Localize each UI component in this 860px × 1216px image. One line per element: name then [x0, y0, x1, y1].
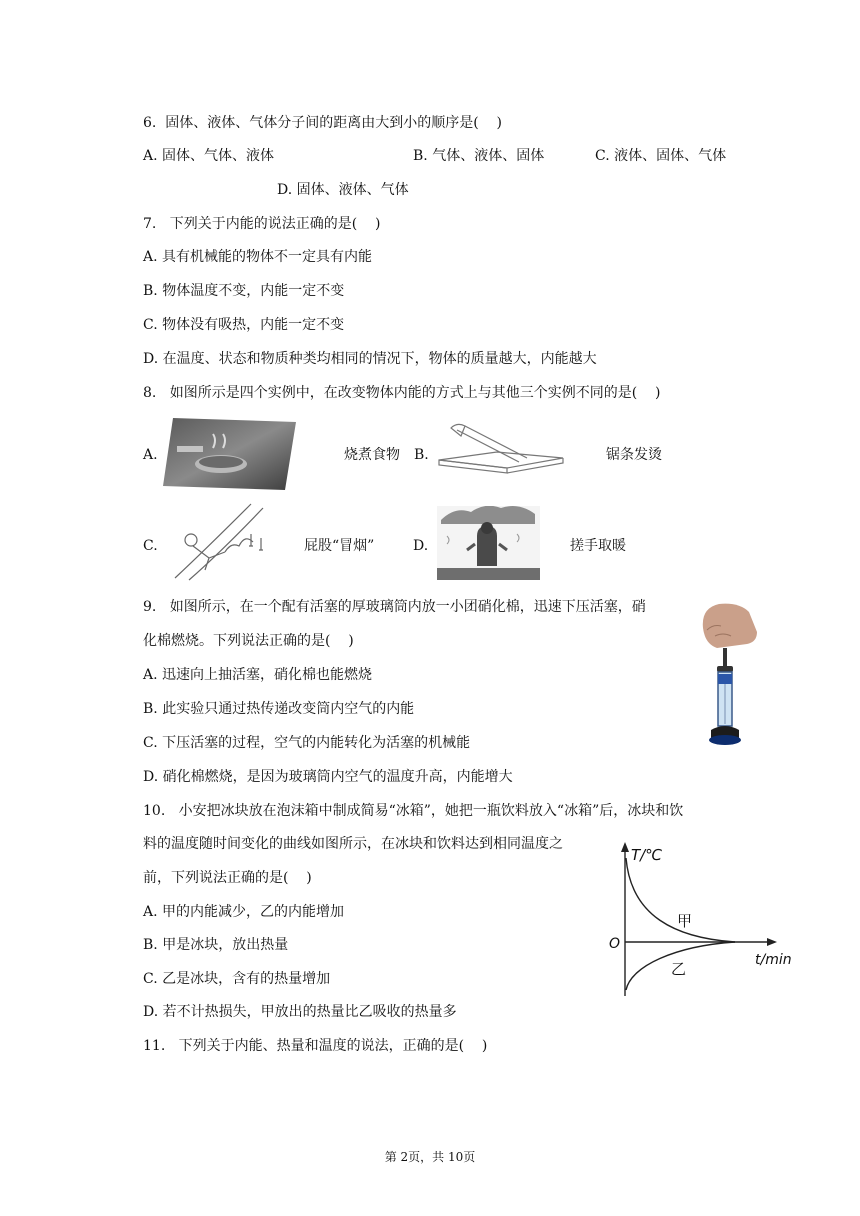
q9-option-c: C. 下压活塞的过程，空气的内能转化为活塞的机械能 — [143, 735, 471, 751]
rubbing-hands-image — [437, 506, 540, 580]
y-axis-label: T/℃ — [631, 846, 663, 864]
q9-option-b: B. 此实验只通过热传递改变筒内空气的内能 — [143, 701, 415, 717]
page-footer: 第 2页，共 10页 — [384, 1150, 476, 1164]
y-axis-arrow — [621, 842, 629, 852]
q10-option-a: A. 甲的内能减少，乙的内能增加 — [143, 904, 345, 920]
q9-stem-line1: 9. 如图所示，在一个配有活塞的厚玻璃筒内放一小团硝化棉，迅速下压活塞，硝 — [143, 599, 646, 615]
q8-option-c-letter: C. — [143, 538, 158, 554]
q8-option-d-caption: 搓手取暖 — [570, 538, 626, 554]
q7-option-c: C. 物体没有吸热，内能一定不变 — [143, 317, 345, 333]
q8-option-b-letter: B. — [414, 447, 429, 463]
q10-stem-line1: 10. 小安把冰块放在泡沫箱中制成简易“冰箱”，她把一瓶饮料放入“冰箱”后，冰块和饮 — [143, 803, 684, 819]
q6-option-c: C. 液体、固体、气体 — [595, 148, 727, 164]
saw-image — [437, 422, 565, 474]
q8-option-a-caption: 烧煮食物 — [344, 447, 400, 463]
curve-yi-label: 乙 — [671, 960, 687, 978]
q10-stem-line3: 前，下列说法正确的是( ) — [143, 870, 312, 886]
q9-option-d: D. 硝化棉燃烧，是因为玻璃筒内空气的温度升高，内能增大 — [143, 769, 513, 785]
q6-option-d: D. 固体、液体、气体 — [277, 182, 409, 198]
origin-label: O — [609, 936, 621, 952]
curve-jia-label: 甲 — [677, 912, 693, 930]
q10-option-d: D. 若不计热损失，甲放出的热量比乙吸收的热量多 — [143, 1004, 457, 1020]
q9-stem-line2: 化棉燃烧。下列说法正确的是( ) — [143, 633, 354, 649]
q8-option-c-caption: 屁股“冒烟” — [304, 538, 375, 554]
q7-stem: 7. 下列关于内能的说法正确的是( ) — [143, 216, 381, 232]
q6-stem: 6. 固体、液体、气体分子间的距离由大到小的顺序是( ) — [143, 115, 502, 131]
piston-cylinder-image — [697, 600, 757, 748]
q10-stem-line2: 料的温度随时间变化的曲线如图所示，在冰块和饮料达到相同温度之 — [143, 836, 563, 852]
q8-option-b-caption: 锯条发烫 — [606, 447, 662, 463]
x-axis-label: t/min — [755, 952, 792, 968]
q7-option-a: A. 具有机械能的物体不一定具有内能 — [143, 249, 373, 265]
q7-option-d: D. 在温度、状态和物质种类均相同的情况下，物体的质量越大，内能越大 — [143, 351, 597, 367]
q6-option-b: B. 气体、液体、固体 — [413, 148, 545, 164]
slide-image — [165, 500, 273, 582]
q7-option-b: B. 物体温度不变，内能一定不变 — [143, 283, 345, 299]
q9-option-a: A. 迅速向上抽活塞，硝化棉也能燃烧 — [143, 667, 373, 683]
q10-option-b: B. 甲是冰块，放出热量 — [143, 937, 289, 953]
q6-option-a: A. 固体、气体、液体 — [143, 148, 275, 164]
q8-option-a-letter: A. — [143, 447, 158, 463]
q10-option-c: C. 乙是冰块，含有的热量增加 — [143, 971, 331, 987]
x-axis-arrow — [767, 938, 777, 946]
cooking-food-image — [163, 418, 296, 490]
temperature-time-graph — [605, 840, 805, 1000]
q8-stem: 8. 如图所示是四个实例中，在改变物体内能的方式上与其他三个实例不同的是( ) — [143, 385, 661, 401]
q11-stem: 11. 下列关于内能、热量和温度的说法，正确的是( ) — [143, 1038, 488, 1054]
q8-option-d-letter: D. — [413, 538, 429, 554]
